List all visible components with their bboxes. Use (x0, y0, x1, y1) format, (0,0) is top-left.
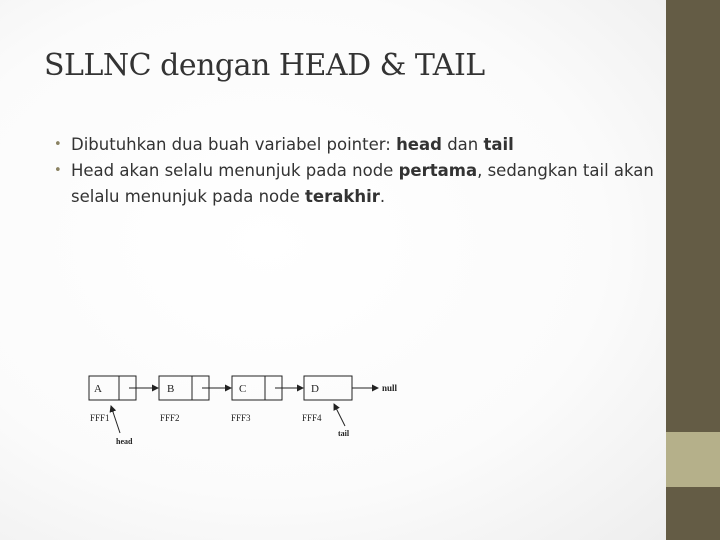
head-pointer-arrow (111, 406, 120, 433)
bullet-part-bold: tail (483, 135, 514, 154)
head-label: head (116, 437, 133, 446)
bullet-part: Head akan selalu menunjuk pada node (71, 161, 399, 180)
list-node-d (302, 376, 352, 423)
bullet-part: Dibutuhkan dua buah variabel pointer: (71, 135, 397, 154)
bullet-item (54, 132, 654, 158)
list-node-c (231, 376, 282, 423)
tail-pointer-arrow (334, 404, 345, 426)
linked-list-diagram (80, 366, 420, 450)
sidebar-decoration-dark (666, 0, 720, 432)
bullet-icon: • (54, 163, 62, 178)
node-address: FFF2 (160, 413, 180, 423)
bullet-icon: • (54, 137, 62, 152)
sidebar-decoration-bottom (666, 487, 720, 540)
node-address: FFF3 (231, 413, 251, 423)
list-node-b (159, 376, 209, 423)
node-label: A (94, 383, 102, 395)
slide-title: SLLNC dengan HEAD & TAIL (44, 48, 485, 83)
bullet-item (54, 158, 654, 210)
bullet-list (54, 132, 654, 210)
bullet-part: dan (441, 135, 484, 154)
node-address: FFF1 (90, 413, 110, 423)
bullet-part-bold: terakhir (305, 187, 380, 206)
sidebar-decoration-light (666, 432, 720, 487)
null-label: null (382, 383, 398, 393)
tail-label: tail (338, 429, 350, 438)
node-label: B (167, 383, 175, 395)
bullet-part-bold: head (396, 135, 442, 154)
node-label: D (311, 383, 319, 395)
list-node-a (89, 376, 136, 423)
bullet-part: . (379, 187, 386, 206)
node-address: FFF4 (302, 413, 322, 423)
bullet-part: , sedangkan tail akan selalu menunjuk pada node (71, 161, 654, 206)
bullet-part-bold: pertama (398, 161, 478, 180)
node-label: C (239, 383, 247, 395)
